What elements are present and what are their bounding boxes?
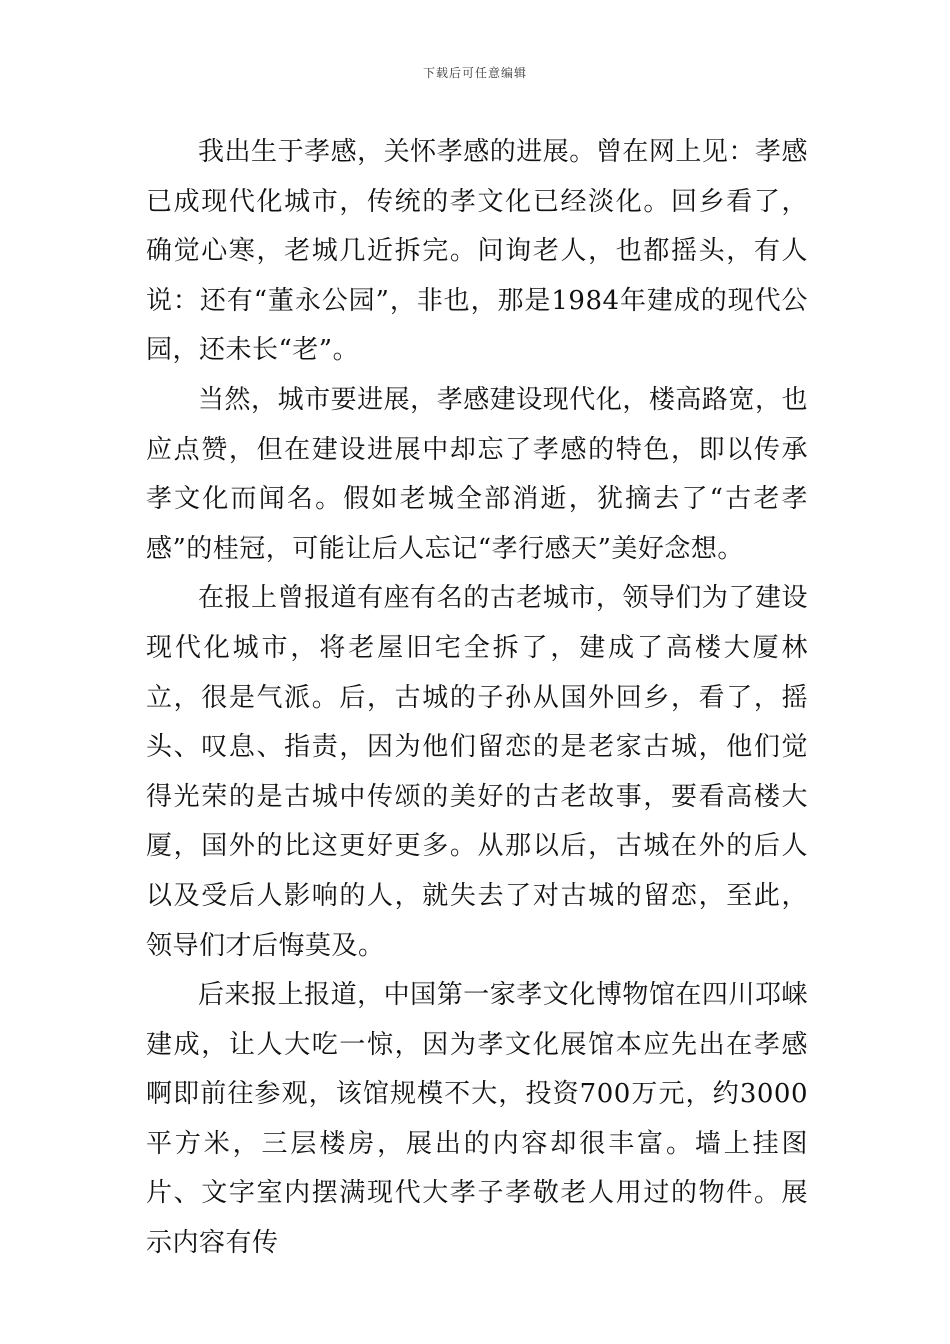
paragraph-4: 后来报上报道，中国第一家孝文化博物馆在四川邛崃建成，让人大吃一惊，因为孝文化展馆本应先出在孝感啊即前往参观，该馆规模不大，投资700万元，约3000平方米，三层楼房，展出的内容却很丰富。墙上挂图片、文字室内摆满现代大孝子孝敬老人用过的物件。展示内容有传 <box>146 980 808 1259</box>
page-header: 下载后可任意编辑 <box>422 66 527 80</box>
paragraph-1: 我出生于孝感，关怀孝感的进展。曾在网上见：孝感已成现代化城市，传统的孝文化已经淡化。回乡看了，确觉心寒，老城几近拆完。问询老人，也都摇头，有人说：还有“董永公园”，非也，那是1984年建成的现代公园，还未长“老”。 <box>146 137 808 366</box>
paragraph-2: 当然，城市要进展，孝感建设现代化，楼高路宽，也应点赞，但在建设进展中却忘了孝感的特色，即以传承孝文化而闻名。假如老城全部消逝，犹摘去了“古老孝感”的桂冠，可能让后人忘记“孝行感天”美好念想。 <box>146 384 808 564</box>
document-body <box>146 128 808 1269</box>
paragraph-3: 在报上曾报道有座有名的古老城市，领导们为了建设现代化城市，将老屋旧宅全拆了，建成了高楼大厦林立，很是气派。后，古城的子孙从国外回乡，看了，摇头、叹息、指责，因为他们留恋的是老家古城，他们觉得光荣的是古城中传颂的美好的古老故事，要看高楼大厦，国外的比这更好更多。从那以后，古城在外的后人以及受后人影响的人，就失去了对古城的留恋，至此，领导们才后悔莫及。 <box>146 583 808 961</box>
